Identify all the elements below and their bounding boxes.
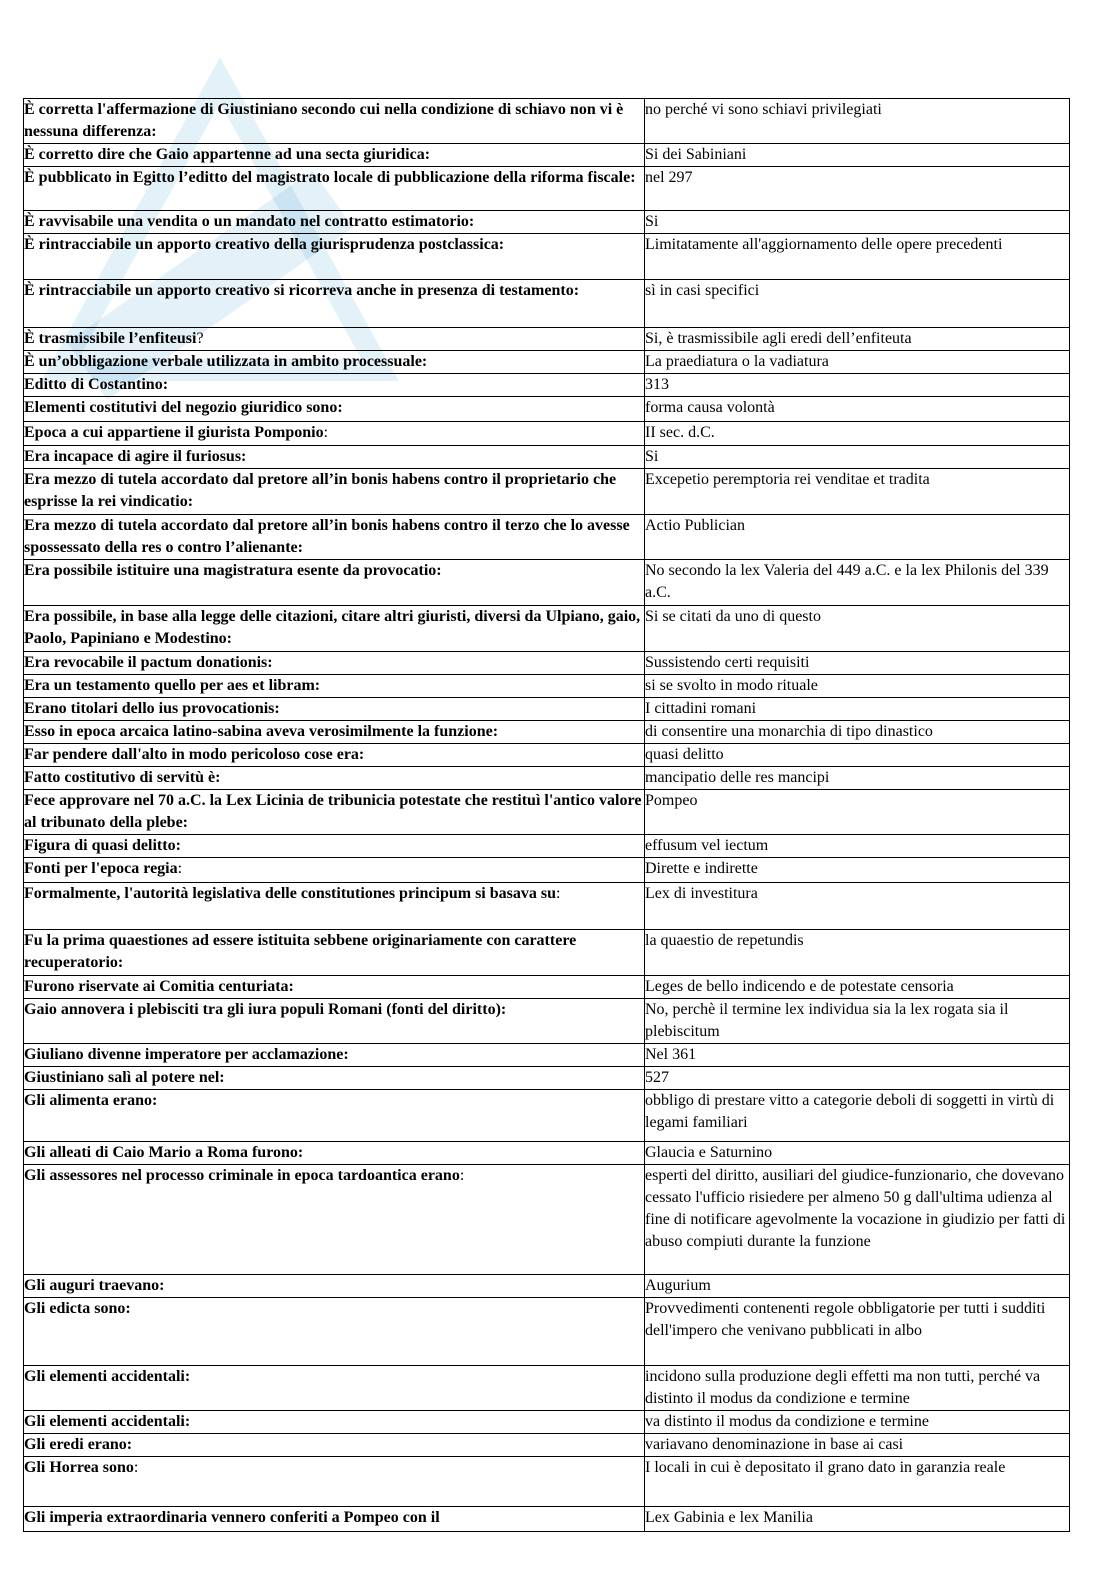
question-text: Era revocabile il pactum donationis: [24, 654, 273, 671]
table-row [24, 1044, 1070, 1067]
question-text: Furono riservate ai Comitia centuriata: [24, 978, 294, 995]
answer-cell: Augurium [645, 1275, 1070, 1298]
question-cell [24, 790, 645, 835]
question-cell [24, 1507, 645, 1532]
answer-cell: si se svolto in modo rituale [645, 675, 1070, 698]
table-row [24, 1275, 1070, 1298]
question-cell [24, 930, 645, 976]
table-row [24, 858, 1070, 883]
question-cell [24, 469, 645, 515]
table-row [24, 144, 1070, 167]
qa-table [23, 98, 1070, 1532]
table-row [24, 167, 1070, 211]
question-text: Formalmente, l'autorità legislativa delle constitutiones principum si basava su [24, 885, 556, 902]
table-row [24, 1411, 1070, 1434]
table-row [24, 560, 1070, 606]
answer-cell: la quaestio de repetundis [645, 930, 1070, 976]
answer-cell: Si [645, 211, 1070, 234]
answer-cell: No, perchè il termine lex individua sia la lex rogata sia il plebiscitum [645, 999, 1070, 1044]
answer-cell: Si dei Sabiniani [645, 144, 1070, 167]
question-text: Fatto costitutivo di servitù è: [24, 769, 221, 786]
table-row [24, 328, 1070, 351]
question-text: Era mezzo di tutela accordato dal pretore all’in bonis habens contro il proprietario che esprisse la rei vindicatio: [24, 471, 617, 510]
table-row [24, 698, 1070, 721]
question-cell [24, 234, 645, 280]
question-text: Fonti per l'epoca regia [24, 860, 178, 877]
answer-cell: quasi delitto [645, 744, 1070, 767]
question-suffix: : [459, 1167, 465, 1184]
table-row [24, 1142, 1070, 1165]
question-text: Giuliano divenne imperatore per acclamazione: [24, 1046, 349, 1063]
table-row [24, 234, 1070, 280]
question-text: È un’obbligazione verbale utilizzata in ambito processuale: [24, 353, 428, 370]
question-text: Elementi costitutivi del negozio giuridico sono: [24, 399, 343, 416]
question-cell [24, 1411, 645, 1434]
answer-cell: Pompeo [645, 790, 1070, 835]
table-row [24, 976, 1070, 999]
question-text: Gli Horrea sono [24, 1459, 134, 1476]
question-cell [24, 211, 645, 234]
answer-cell: mancipatio delle res mancipi [645, 767, 1070, 790]
question-text: È corretto dire che Gaio appartenne ad una secta giuridica: [24, 146, 431, 163]
table-row [24, 835, 1070, 858]
answer-cell: Dirette e indirette [645, 858, 1070, 883]
question-cell [24, 280, 645, 328]
question-cell [24, 1165, 645, 1275]
answer-cell: nel 297 [645, 167, 1070, 211]
table-row [24, 675, 1070, 698]
question-cell [24, 652, 645, 675]
table-row [24, 446, 1070, 469]
table-row [24, 999, 1070, 1044]
question-cell [24, 1434, 645, 1457]
answer-cell: Excepetio peremptoria rei venditae et tradita [645, 469, 1070, 515]
question-cell [24, 446, 645, 469]
question-cell [24, 1275, 645, 1298]
question-text: Gli alimenta erano: [24, 1092, 158, 1109]
table-row [24, 744, 1070, 767]
question-text: Era possibile istituire una magistratura esente da provocatio: [24, 562, 442, 579]
table-row [24, 767, 1070, 790]
question-text: Epoca a cui appartiene il giurista Pomponio [24, 424, 324, 441]
question-text: È pubblicato in Egitto l’editto del magistrato locale di pubblicazione della riforma fiscale: [24, 169, 636, 186]
answer-cell: va distinto il modus da condizione e termine [645, 1411, 1070, 1434]
question-cell [24, 167, 645, 211]
question-text: Gli edicta sono: [24, 1300, 131, 1317]
question-text: Esso in epoca arcaica latino-sabina aveva verosimilmente la funzione: [24, 723, 499, 740]
answer-cell: Leges de bello indicendo e de potestate censoria [645, 976, 1070, 999]
question-text: È trasmissibile l’enfiteusi [24, 330, 197, 347]
answer-cell: sì in casi specifici [645, 280, 1070, 328]
question-cell [24, 422, 645, 446]
question-text: È ravvisabile una vendita o un mandato nel contratto estimatorio: [24, 213, 475, 230]
question-cell [24, 1142, 645, 1165]
question-cell [24, 1457, 645, 1507]
question-text: Erano titolari dello ius provocationis: [24, 700, 280, 717]
table-row [24, 397, 1070, 422]
question-cell [24, 99, 645, 144]
answer-cell: Si, è trasmissibile agli eredi dell’enfiteuta [645, 328, 1070, 351]
question-text: Gaio annovera i plebisciti tra gli iura populi Romani (fonti del diritto): [24, 1001, 507, 1018]
table-row [24, 606, 1070, 652]
answer-cell: 527 [645, 1067, 1070, 1090]
question-text: Figura di quasi delitto: [24, 837, 181, 854]
answer-cell: Provvedimenti contenenti regole obbligatorie per tutti i sudditi dell'impero che venivano pubblicati in albo [645, 1298, 1070, 1366]
table-row [24, 1434, 1070, 1457]
answer-cell: variavano denominazione in base ai casi [645, 1434, 1070, 1457]
question-cell [24, 767, 645, 790]
answer-cell: Lex Gabinia e lex Manilia [645, 1507, 1070, 1532]
question-cell [24, 606, 645, 652]
question-cell [24, 397, 645, 422]
question-text: Fece approvare nel 70 a.C. la Lex Licinia de tribunicia potestate che restituì l'antico valore al tribunato della plebe: [24, 792, 642, 831]
answer-cell: Glaucia e Saturnino [645, 1142, 1070, 1165]
question-text: Gli auguri traevano: [24, 1277, 165, 1294]
question-cell [24, 1298, 645, 1366]
question-text: Fu la prima quaestiones ad essere istituita sebbene originariamente con carattere recuperatorio: [24, 932, 577, 971]
answer-cell: effusum vel iectum [645, 835, 1070, 858]
table-row [24, 930, 1070, 976]
table-row [24, 652, 1070, 675]
question-text: È rintracciabile un apporto creativo si ricorreva anche in presenza di testamento: [24, 282, 580, 299]
table-row [24, 1298, 1070, 1366]
question-text: È rintracciabile un apporto creativo della giurisprudenza postclassica: [24, 236, 505, 253]
question-suffix: : [177, 860, 183, 877]
question-cell [24, 144, 645, 167]
question-text: Era mezzo di tutela accordato dal pretore all’in bonis habens contro il terzo che lo avesse spossessato della res o contro l’alienante: [24, 517, 630, 556]
question-text: Gli elementi accidentali: [24, 1413, 191, 1430]
question-cell [24, 351, 645, 374]
question-text: Era possibile, in base alla legge delle citazioni, citare altri giuristi, diversi da Ulpiano, gaio, Paolo, Papiniano e Modestino: [24, 608, 641, 647]
question-cell [24, 1044, 645, 1067]
answer-cell: no perché vi sono schiavi privilegiati [645, 99, 1070, 144]
question-cell [24, 721, 645, 744]
question-cell [24, 374, 645, 397]
table-row [24, 1067, 1070, 1090]
question-text: Era un testamento quello per aes et libram: [24, 677, 321, 694]
table-row [24, 883, 1070, 930]
question-cell [24, 328, 645, 351]
question-cell [24, 883, 645, 930]
question-suffix: : [133, 1459, 139, 1476]
question-suffix: ? [196, 330, 204, 347]
table-row [24, 99, 1070, 144]
question-text: Gli elementi accidentali: [24, 1368, 191, 1385]
question-text: Gli alleati di Caio Mario a Roma furono: [24, 1144, 304, 1161]
question-cell [24, 675, 645, 698]
question-suffix: : [556, 885, 561, 902]
question-cell [24, 515, 645, 560]
table-row [24, 422, 1070, 446]
question-cell [24, 744, 645, 767]
answer-cell: Actio Publician [645, 515, 1070, 560]
table-row [24, 790, 1070, 835]
answer-cell: No secondo la lex Valeria del 449 a.C. e la lex Philonis del 339 a.C. [645, 560, 1070, 606]
question-suffix: : [323, 424, 329, 441]
qa-table-body [24, 99, 1070, 1532]
question-text: Far pendere dall'alto in modo pericoloso cose era: [24, 746, 365, 763]
answer-cell: incidono sulla produzione degli effetti ma non tutti, perché va distinto il modus da condizione e termine [645, 1366, 1070, 1411]
table-row [24, 469, 1070, 515]
table-row [24, 515, 1070, 560]
table-row [24, 280, 1070, 328]
table-row [24, 374, 1070, 397]
answer-cell: 313 [645, 374, 1070, 397]
question-text: È corretta l'affermazione di Giustiniano secondo cui nella condizione di schiavo non vi è nessuna differenza: [24, 101, 624, 140]
question-text: Editto di Costantino: [24, 376, 169, 393]
table-row [24, 1457, 1070, 1507]
question-cell [24, 560, 645, 606]
answer-cell: Si [645, 446, 1070, 469]
answer-cell: di consentire una monarchia di tipo dinastico [645, 721, 1070, 744]
table-row [24, 1165, 1070, 1275]
question-cell [24, 1067, 645, 1090]
table-row [24, 1366, 1070, 1411]
answer-cell: Si se citati da uno di questo [645, 606, 1070, 652]
question-cell [24, 858, 645, 883]
answer-cell: Sussistendo certi requisiti [645, 652, 1070, 675]
table-row [24, 1090, 1070, 1142]
question-cell [24, 835, 645, 858]
question-text: Giustiniano salì al potere nel: [24, 1069, 225, 1086]
question-cell [24, 698, 645, 721]
answer-cell: II sec. d.C. [645, 422, 1070, 446]
answer-cell: obbligo di prestare vitto a categorie deboli di soggetti in virtù di legami familiari [645, 1090, 1070, 1142]
question-text: Gli eredi erano: [24, 1436, 133, 1453]
answer-cell: I locali in cui è depositato il grano dato in garanzia reale [645, 1457, 1070, 1507]
table-row [24, 351, 1070, 374]
answer-cell: esperti del diritto, ausiliari del giudice-funzionario, che dovevano cessato l'ufficio risiedere per almeno 50 g dall'ultima udienza al fine di notificare agevolmente la vocazione in giudizio per fatti di abuso compiuti durante la funzione [645, 1165, 1070, 1275]
table-row [24, 721, 1070, 744]
answer-cell: Lex di investitura [645, 883, 1070, 930]
question-text: Gli assessores nel processo criminale in epoca tardoantica erano [24, 1167, 460, 1184]
question-text: Gli imperia extraordinaria vennero conferiti a Pompeo con il [24, 1509, 440, 1526]
answer-cell: Limitatamente all'aggiornamento delle opere precedenti [645, 234, 1070, 280]
table-row [24, 211, 1070, 234]
answer-cell: Nel 361 [645, 1044, 1070, 1067]
question-cell [24, 1366, 645, 1411]
question-cell [24, 999, 645, 1044]
question-cell [24, 1090, 645, 1142]
table-row [24, 1507, 1070, 1532]
answer-cell: La praediatura o la vadiatura [645, 351, 1070, 374]
answer-cell: forma causa volontà [645, 397, 1070, 422]
question-text: Era incapace di agire il furiosus: [24, 448, 247, 465]
answer-cell: I cittadini romani [645, 698, 1070, 721]
question-cell [24, 976, 645, 999]
